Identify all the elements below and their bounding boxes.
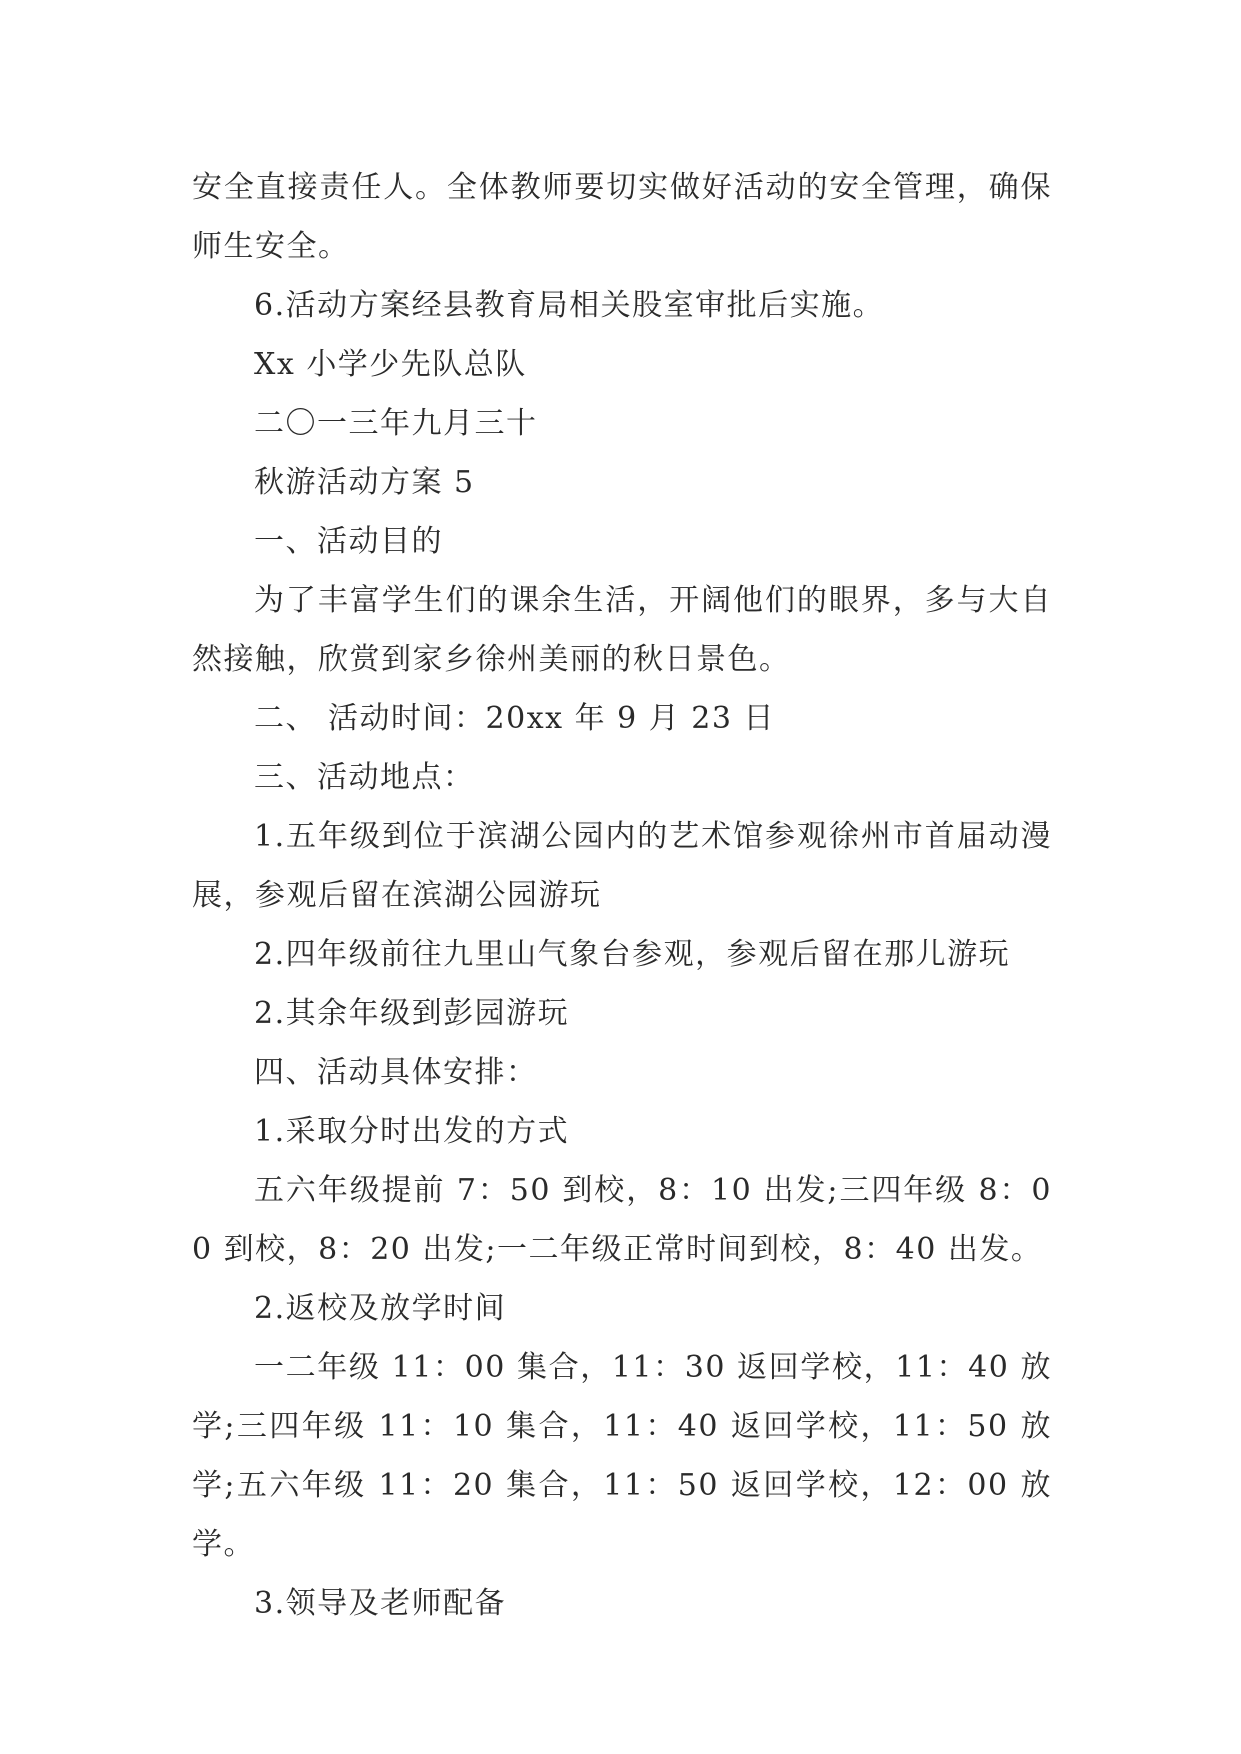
heading-activity-time: 二、 活动时间：20xx 年 9 月 23 日 (254, 701, 775, 736)
paragraph-signature-date: 二〇一三年九月三十 (254, 406, 538, 441)
paragraph-safety-responsibility: 安全直接责任人。全体教师要切实做好活动的安全管理，确保师生安全。 (192, 170, 1052, 264)
paragraph-return-schedule: 一二年级 11：00 集合，11：30 返回学校，11：40 放学;三四年级 11：10 集合，11：40 返回学校，11：50 放学;五六年级 11：20 集合，11：50 返回学校，12：00 放学。 (192, 1350, 1052, 1562)
document-body (192, 158, 1052, 1633)
list-item-staff-allocation: 3.领导及老师配备 (254, 1586, 507, 1621)
list-item-return-times: 2.返校及放学时间 (254, 1291, 507, 1326)
heading-schedule: 四、活动具体安排： (254, 1055, 538, 1090)
paragraph-signature-organization: Xx 小学少先队总队 (254, 347, 527, 382)
list-item-other-grades-location: 2.其余年级到彭园游玩 (254, 996, 570, 1031)
section-title-plan-5: 秋游活动方案 5 (254, 465, 475, 500)
list-item-grade-four-location: 2.四年级前往九里山气象台参观，参观后留在那儿游玩 (254, 937, 1011, 972)
paragraph-activity-purpose: 为了丰富学生们的课余生活，开阔他们的眼界，多与大自然接触，欣赏到家乡徐州美丽的秋日景色。 (192, 583, 1052, 677)
heading-activity-purpose: 一、活动目的 (254, 524, 443, 559)
paragraph-departure-times: 五六年级提前 7：50 到校，8：10 出发;三四年级 8：00 到校，8：20 出发;一二年级正常时间到校，8：40 出发。 (192, 1173, 1052, 1267)
heading-activity-location: 三、活动地点： (254, 760, 475, 795)
list-item-departure-method: 1.采取分时出发的方式 (254, 1114, 570, 1149)
paragraph-approval: 6.活动方案经县教育局相关股室审批后实施。 (254, 288, 885, 323)
list-item-grade-five-location: 1.五年级到位于滨湖公园内的艺术馆参观徐州市首届动漫展，参观后留在滨湖公园游玩 (192, 819, 1052, 913)
